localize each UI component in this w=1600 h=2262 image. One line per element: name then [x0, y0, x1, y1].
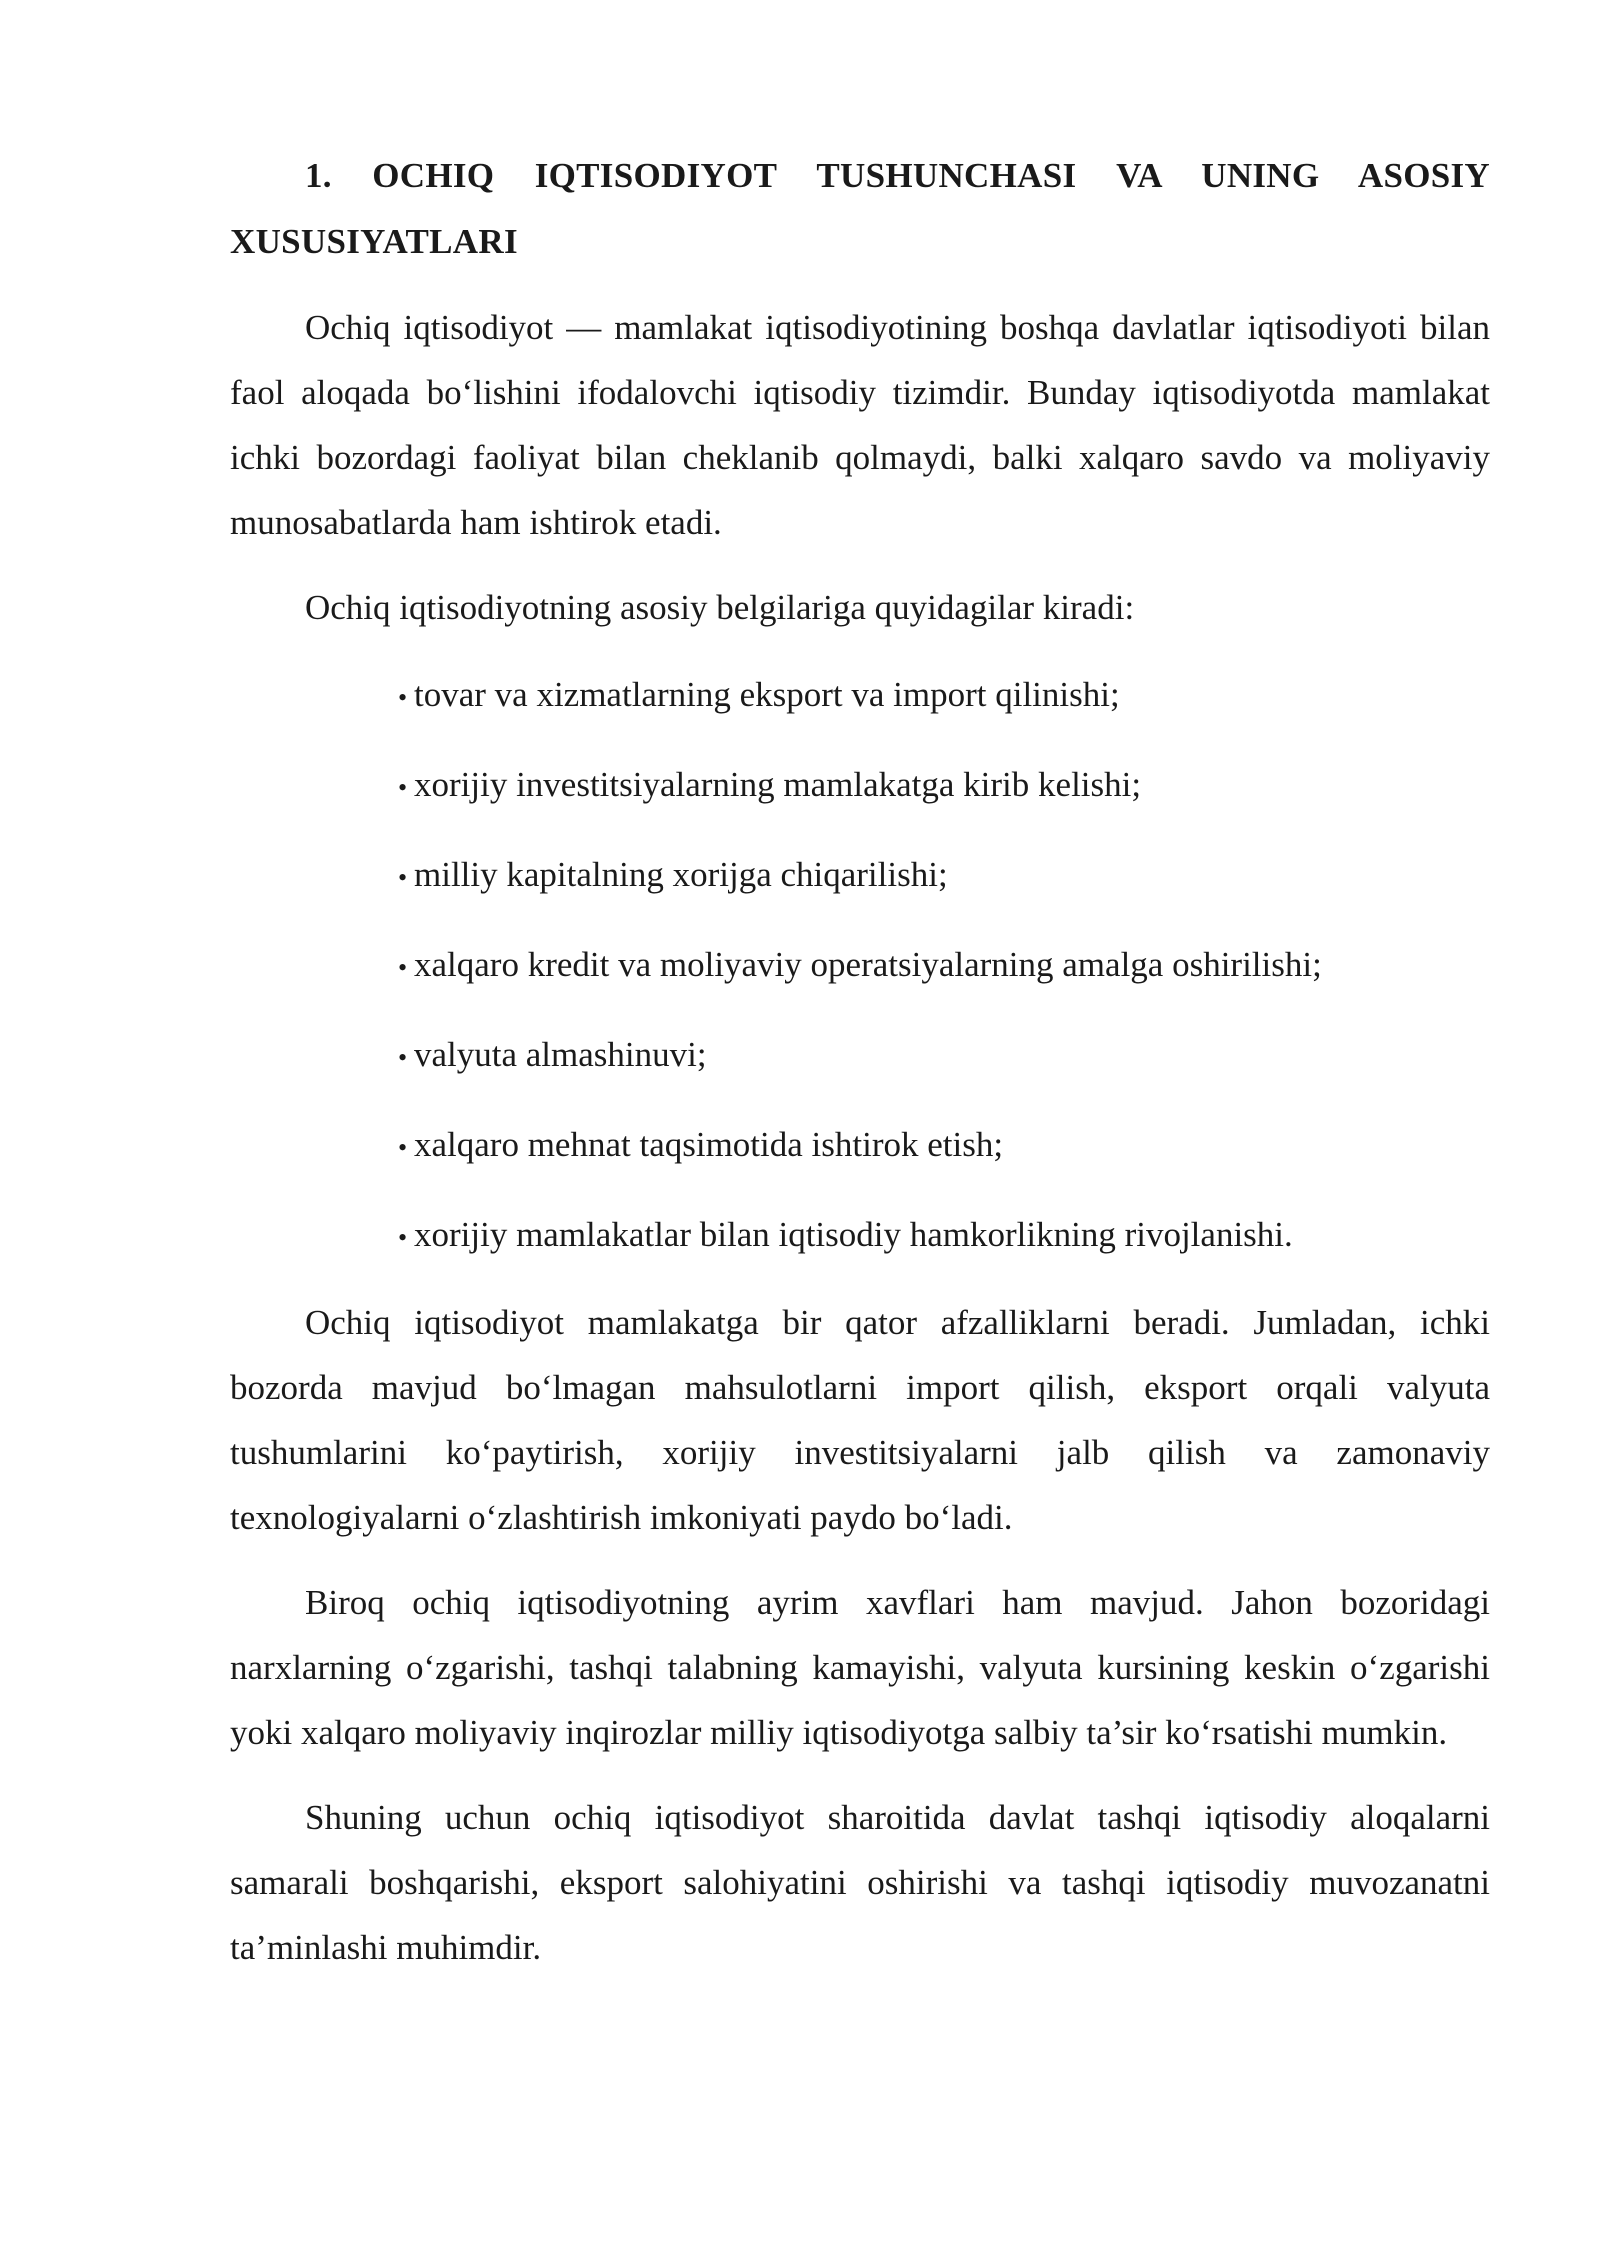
- features-list: [230, 662, 1490, 1270]
- paragraph-definition: Ochiq iqtisodiyot — mamlakat iqtisodiyotining boshqa davlatlar iqtisodiyoti bilan faol aloqada bo‘lishini ifodalovchi iqtisodiy tizimdir. Bunday iqtisodiyotda mamlakat ichki bozordagi faoliyat bilan cheklanib qolmaydi, balki xalqaro savdo va moliyaviy munosabatlarda ham ishtirok etadi.: [230, 308, 1490, 542]
- list-item-text: xalqaro kredit va moliyaviy operatsiyalarning amalga oshirilishi;: [414, 945, 1322, 984]
- list-item: [398, 842, 1490, 910]
- paragraph-risks: Biroq ochiq iqtisodiyotning ayrim xavflari ham mavjud. Jahon bozoridagi narxlarning o‘zgarishi, tashqi talabning kamayishi, valyuta kursining keskin o‘zgarishi yoki xalqaro moliyaviy inqirozlar milliy iqtisodiyotga salbiy ta’sir ko‘rsatishi mumkin.: [230, 1583, 1490, 1752]
- list-item: [398, 932, 1490, 1000]
- paragraph-conclusion: Shuning uchun ochiq iqtisodiyot sharoitida davlat tashqi iqtisodiy aloqalarni samarali boshqarishi, eksport salohiyatini oshirishi va tashqi iqtisodiy muvozanatni ta’minlashi muhimdir.: [230, 1798, 1490, 1967]
- list-item: [398, 1202, 1490, 1270]
- list-item-text: tovar va xizmatlarning eksport va import qilinishi;: [414, 675, 1120, 714]
- list-item-text: xorijiy investitsiyalarning mamlakatga kirib kelishi;: [414, 765, 1142, 804]
- list-item-text: valyuta almashinuvi;: [414, 1035, 707, 1074]
- list-item: [398, 662, 1490, 730]
- list-item: [398, 1022, 1490, 1090]
- bullet-icon: •: [398, 773, 408, 802]
- document-body: [230, 143, 1490, 1980]
- list-intro: Ochiq iqtisodiyotning asosiy belgilariga quyidagilar kiradi:: [305, 588, 1135, 627]
- bullet-icon: •: [398, 683, 408, 712]
- bullet-icon: •: [398, 1223, 408, 1252]
- bullet-icon: •: [398, 1043, 408, 1072]
- bullet-icon: •: [398, 863, 408, 892]
- bullet-icon: •: [398, 1133, 408, 1162]
- paragraph-advantages: Ochiq iqtisodiyot mamlakatga bir qator afzalliklarni beradi. Jumladan, ichki bozorda mavjud bo‘lmagan mahsulotlarni import qilish, eksport orqali valyuta tushumlarini ko‘paytirish, xorijiy investitsiyalarni jalb qilish va zamonaviy texnologiyalarni o‘zlashtirish imkoniyati paydo bo‘ladi.: [230, 1303, 1490, 1537]
- list-item-text: xalqaro mehnat taqsimotida ishtirok etish;: [414, 1125, 1004, 1164]
- bullet-icon: •: [398, 953, 408, 982]
- section-heading: 1. OCHIQ IQTISODIYOT TUSHUNCHASI VA UNING ASOSIY XUSUSIYATLARI: [230, 156, 1490, 261]
- list-item: [398, 752, 1490, 820]
- list-item-text: milliy kapitalning xorijga chiqarilishi;: [414, 855, 948, 894]
- list-item: [398, 1112, 1490, 1180]
- list-item-text: xorijiy mamlakatlar bilan iqtisodiy hamkorlikning rivojlanishi.: [414, 1215, 1293, 1254]
